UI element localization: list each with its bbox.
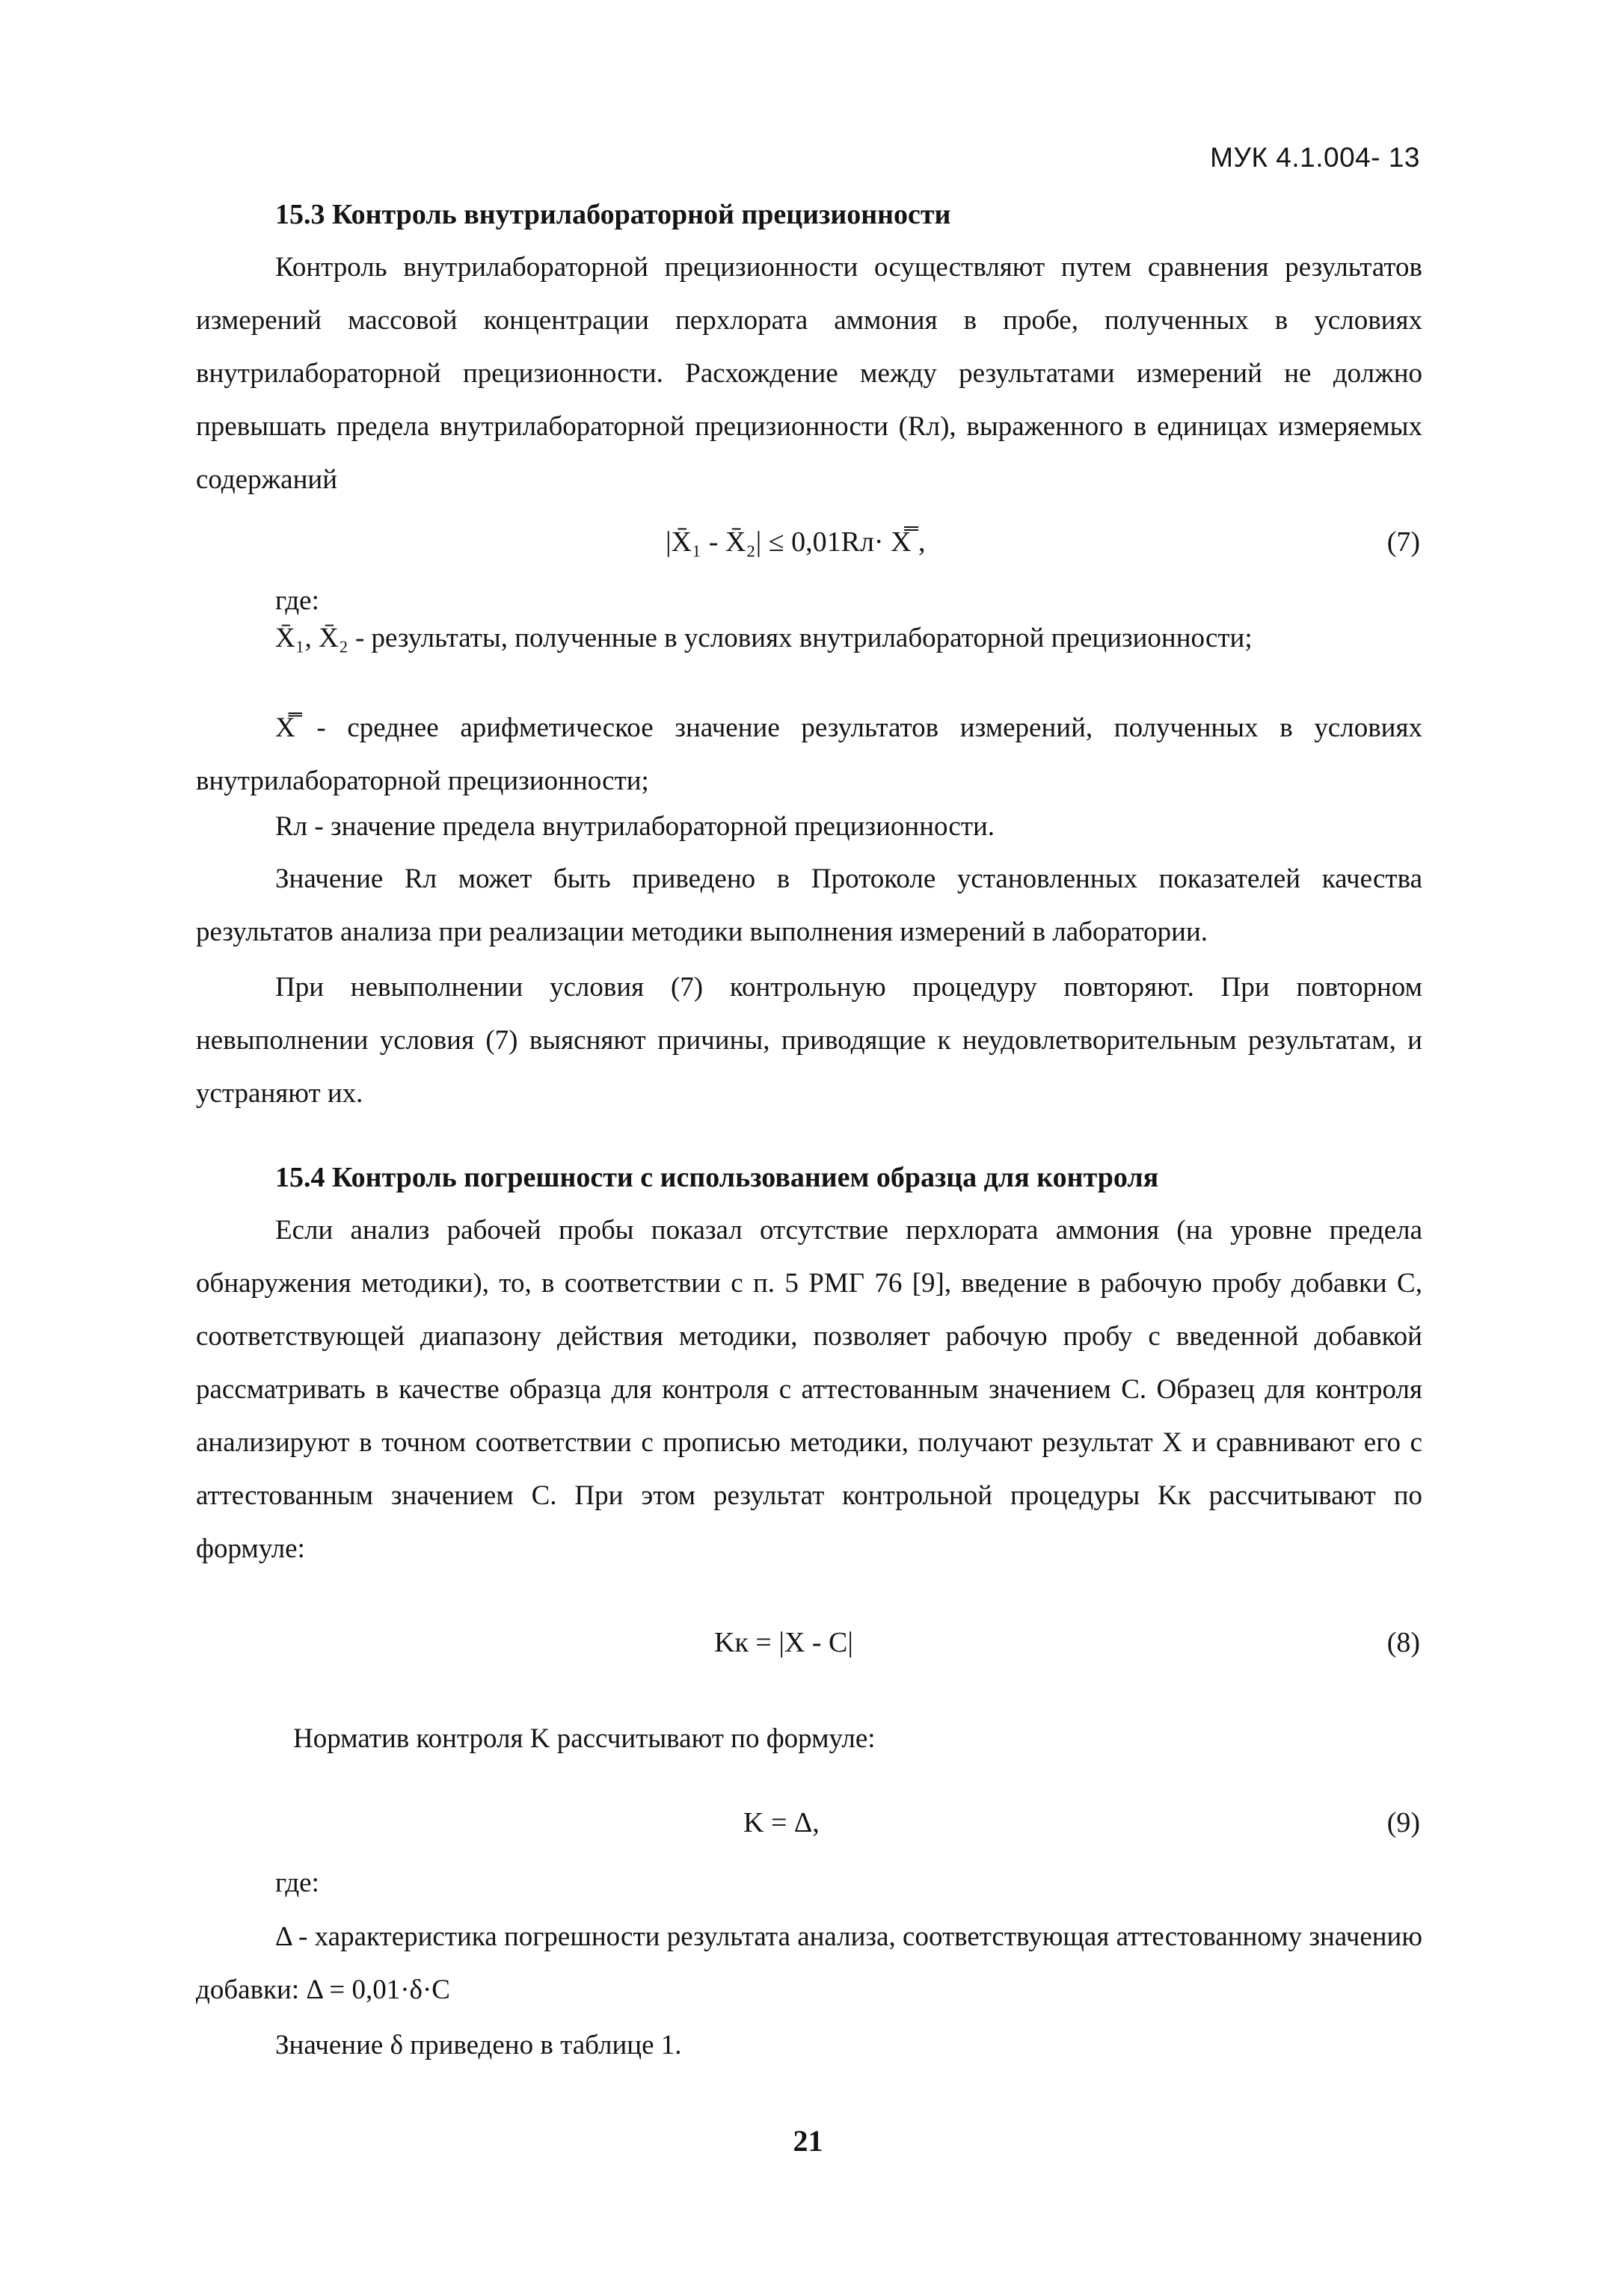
- where-label-2: где:: [275, 1868, 319, 1898]
- norm-text: Норматив контроля K рассчитывают по формуле:: [293, 1723, 876, 1754]
- delta-definition: Δ - характеристика погрешности результата анализа, соответствующая аттестованному значению добавки: Δ = 0,01·δ·C: [196, 1921, 1422, 2005]
- definition-x-mean: X̿ - среднее арифметическое значение результатов измерений, полученных в условиях внутрилабораторной прецизионности;: [196, 713, 1422, 796]
- section-15-3-intro: Контроль внутрилабораторной прецизионности осуществляют путем сравнения результатов измерений массовой концентрации перхлората аммония в пробе, полученных в условиях внутрилабораторной прецизионности. Расхождение между результатами измерений не должно превышать предела внутрилабораторной прецизионности (Rл), выраженного в единицах измеряемых содержаний: [196, 252, 1422, 495]
- page-number: 21: [793, 2124, 823, 2158]
- formula-8: Kк = |X - C|: [714, 1627, 853, 1658]
- section-15-4-heading: 15.4 Контроль погрешности с использованием образца для контроля: [275, 1162, 1159, 1193]
- section-15-4-intro: Если анализ рабочей пробы показал отсутствие перхлората аммония (на уровне предела обнаружения методики), то, в соответствии с п. 5 РМГ 76 [9], введение в рабочую пробу добавки C, соответствующей диапазону действия методики, позволяет рабочую пробу с введенной добавкой рассматривать в качестве образца для контроля с аттестованным значением C. Образец для контроля анализируют в точном соответствии с прописью методики, получают результат X и сравнивают его с аттестованным значением C. При этом результат контрольной процедуры Kк рассчитывают по формуле:: [196, 1215, 1422, 1564]
- formula-7: |X̄₁ - X̄₂| ≤ 0,01Rл· X̿ ,: [666, 526, 926, 558]
- formula-8-number: (8): [1386, 1627, 1420, 1658]
- definition-rl: Rл - значение предела внутрилабораторной прецизионности.: [275, 811, 995, 842]
- document-code: МУК 4.1.004- 13: [1210, 142, 1420, 173]
- control-failure-text: При невыполнении условия (7) контрольную процедуру повторяют. При повторном невыполнении условия (7) выясняют причины, приводящие к неудовлетворительным результатам, и устраняют их.: [196, 972, 1422, 1109]
- section-15-3-heading: 15.3 Контроль внутрилабораторной прецизионности: [275, 199, 951, 230]
- delta-reference: Значение δ приведено в таблице 1.: [275, 2030, 682, 2060]
- formula-9: K = Δ,: [743, 1807, 820, 1838]
- definition-x1-x2: X̄₁, X̄₂ - результаты, полученные в условиях внутрилабораторной прецизионности;: [275, 623, 1253, 653]
- rl-note: Значение Rл может быть приведено в Протоколе установленных показателей качества результатов анализа при реализации методики выполнения измерений в лаборатории.: [196, 864, 1422, 947]
- formula-7-number: (7): [1386, 526, 1420, 558]
- formula-9-number: (9): [1386, 1807, 1420, 1838]
- where-label-1: где:: [275, 585, 319, 616]
